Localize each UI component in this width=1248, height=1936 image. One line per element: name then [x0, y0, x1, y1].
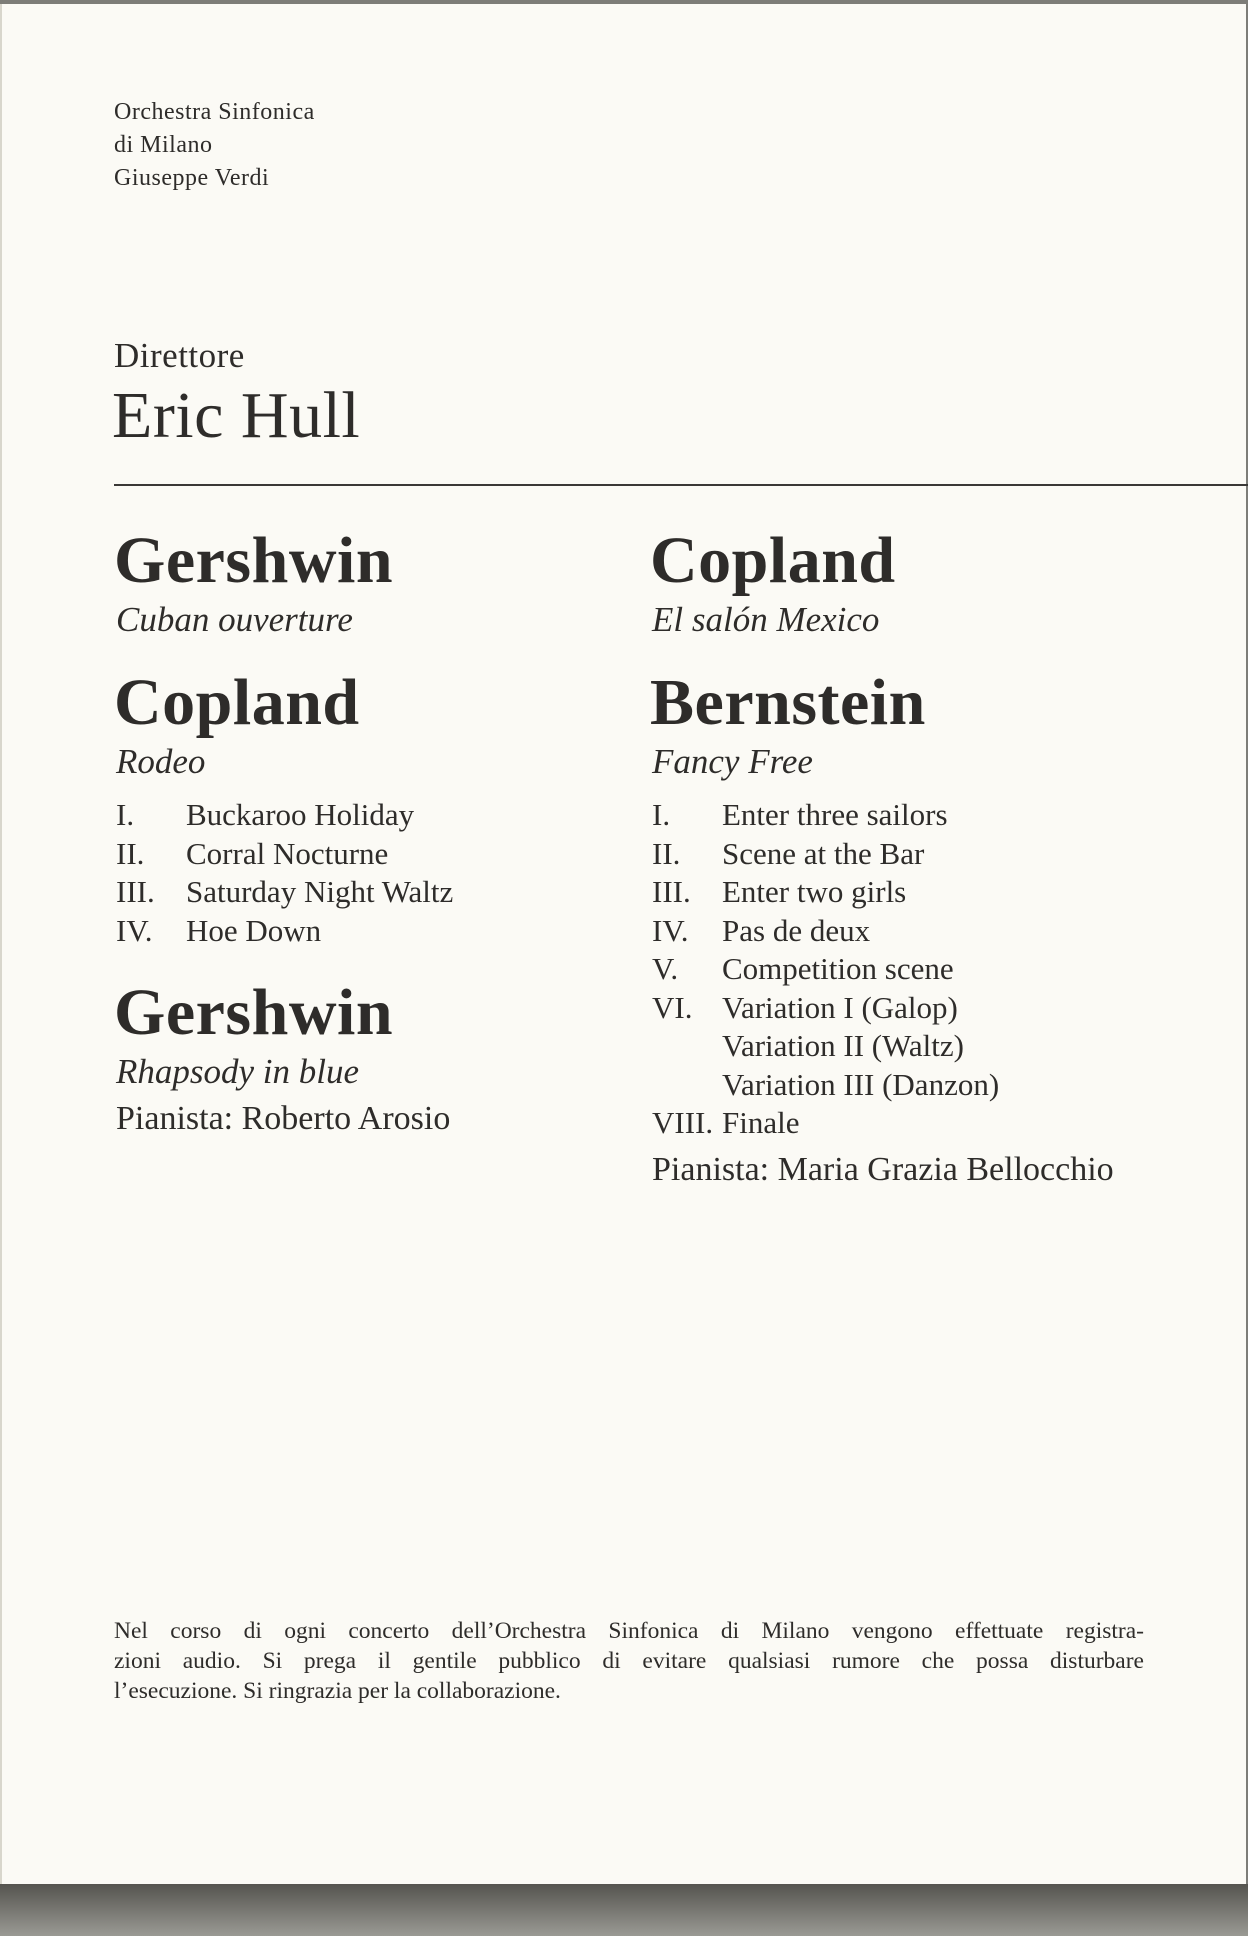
movement-number [652, 1027, 722, 1066]
movement-title: Buckaroo Holiday [186, 797, 415, 832]
movement-item [652, 1027, 1248, 1066]
work-title: Cuban ouverture [116, 600, 353, 639]
movement-item [116, 873, 634, 912]
movement-title: Competition scene [722, 951, 954, 986]
recording-notice [114, 1616, 1144, 1706]
program-left-column [114, 524, 634, 1166]
movement-number: IV. [116, 912, 153, 948]
work-title: Rodeo [116, 742, 206, 781]
movement-item [652, 1104, 1248, 1143]
pianist-credit: Pianista: Maria Grazia Bellocchio [652, 1150, 1114, 1188]
composer-name: Bernstein [650, 666, 926, 739]
movement-number: V. [652, 951, 679, 986]
movement-item [116, 835, 634, 874]
movement-number: I. [652, 797, 671, 832]
notice-line: Nel corso di ogni concerto dell’Orchestra Sinfonica di Milano vengono effettuate registra- [114, 1618, 1144, 1644]
conductor-label: Direttore [114, 336, 245, 375]
movement-list [652, 796, 1248, 1143]
movement-number: II. [652, 835, 681, 871]
program-item [650, 666, 1248, 1191]
movement-list [116, 796, 634, 950]
program-item [650, 524, 1248, 640]
pianist-credit: Pianista: Roberto Arosio [116, 1100, 451, 1137]
movement-item [116, 796, 634, 835]
orchestra-line: Giuseppe Verdi [114, 165, 270, 191]
movement-number: III. [116, 874, 155, 909]
movement-item [652, 796, 1248, 835]
program-item [114, 976, 634, 1140]
movement-title: Variation III (Danzon) [722, 1066, 1000, 1102]
movement-number: I. [116, 797, 135, 832]
movement-item [652, 950, 1248, 989]
orchestra-name [114, 96, 315, 195]
movement-title: Corral Nocturne [186, 835, 389, 871]
movement-item [652, 1066, 1248, 1105]
movement-item [652, 912, 1248, 951]
composer-name: Gershwin [114, 524, 394, 597]
movement-item [652, 989, 1248, 1028]
movement-title: Enter two girls [722, 874, 907, 909]
movement-title: Variation I (Galop) [722, 989, 958, 1025]
movement-number [652, 1066, 722, 1105]
scan-background-edge [0, 1884, 1248, 1936]
movement-number: IV. [652, 912, 689, 948]
movement-title: Hoe Down [186, 912, 322, 948]
composer-name: Copland [650, 524, 896, 597]
work-title: El salón Mexico [652, 600, 880, 639]
composer-name: Gershwin [114, 976, 394, 1049]
orchestra-line: di Milano [114, 132, 213, 158]
movement-number: III. [652, 874, 691, 909]
movement-number: II. [116, 835, 145, 871]
work-title: Fancy Free [652, 742, 813, 781]
work-title: Rhapsody in blue [116, 1052, 360, 1091]
divider [114, 484, 1248, 486]
program-page [0, 4, 1246, 1884]
program-item [114, 524, 634, 640]
composer-name: Copland [114, 666, 360, 739]
program-item [114, 666, 634, 950]
movement-title: Scene at the Bar [722, 835, 925, 871]
movement-item [652, 873, 1248, 912]
movement-item [116, 912, 634, 951]
movement-title: Pas de deux [722, 912, 871, 948]
movement-title: Saturday Night Waltz [186, 874, 454, 909]
movement-number: VIII. [652, 1105, 714, 1140]
movement-title: Finale [722, 1105, 800, 1140]
notice-line: l’esecuzione. Si ringrazia per la collaborazione. [114, 1678, 561, 1704]
movement-number: VI. [652, 989, 693, 1025]
movement-title: Enter three sailors [722, 797, 948, 832]
conductor-name: Eric Hull [112, 379, 361, 452]
movement-item [652, 835, 1248, 874]
movement-title: Variation II (Waltz) [722, 1028, 964, 1063]
program-right-column [650, 524, 1248, 1217]
orchestra-line: Orchestra Sinfonica [114, 99, 315, 125]
notice-line: zioni audio. Si prega il gentile pubblico di evitare qualsiasi rumore che possa disturbare [114, 1648, 1144, 1674]
